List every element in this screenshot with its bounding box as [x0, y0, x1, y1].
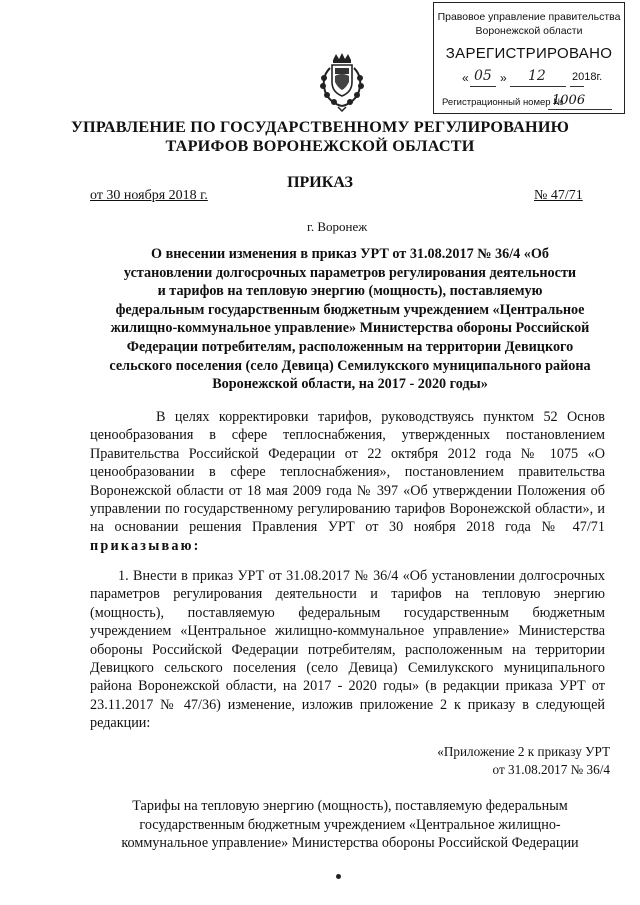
document-number [534, 188, 583, 204]
subject-line: Федерации потребителям, расположенным на территории Девицкого [126, 338, 574, 355]
subject-line: установлении долгосрочных параметров регулирования деятельности [123, 264, 577, 281]
stamp-date-close-quote: » [500, 71, 507, 85]
stamp-line-2: Воронежской области [475, 25, 583, 37]
stamp-line-1: Правовое управление правительства [437, 11, 621, 23]
stamp-date-open-quote: « [462, 71, 469, 85]
item-1-paragraph [90, 567, 605, 733]
registration-stamp [433, 2, 625, 114]
subject-line: федеральным государственным бюджетным учреждением «Центральное [115, 301, 585, 318]
subject-line: О внесении изменения в приказ УРТ от 31.08.2017 № 36/4 «Об [150, 246, 550, 262]
subject-line: Воронежской области, на 2017 - 2020 годы» [212, 376, 488, 393]
annex-line-1: «Приложение 2 к приказу УРТ [437, 744, 610, 759]
item-1-text: 1. Внести в приказ УРТ от 31.08.2017 № 36/4 «Об установлении долгосрочных параметров регулирования деятельности и тарифов на тепловую энергию (мощность), поставляемую федеральным государственным бюджетным учреждением «Центральное жилищно-коммунальное управление» Министерства обороны Российской Федерации потребителям, расположенным на территории Девицкого сельского поселения (село Девица) Семилукского муниципального района Воронежской области, на 2017 - 2020 годы» (в редакции приказа УРТ от 23.11.2017 № 47/36) изменение, изложив приложение 2 к приказу в следующей редакции: [90, 568, 605, 732]
tariff-title-line: коммунальное управление» Министерства обороны Российской Федерации [121, 835, 579, 852]
subject-line: сельского поселения (село Девица) Семилукского муниципального района [109, 357, 591, 374]
stamp-date-day: 05 [474, 68, 492, 84]
document-subject [90, 245, 610, 394]
annex-line-2: от 31.08.2017 № 36/4 [492, 762, 610, 777]
subject-line: жилищно-коммунальное управление» Министерства обороны Российской [110, 320, 590, 337]
stamp-reg-number-label: Регистрационный номер № [442, 97, 564, 108]
tariff-title-line: Тарифы на тепловую энергию (мощность), поставляемую федеральным [132, 798, 568, 814]
preamble-paragraph [90, 408, 605, 555]
stamp-registered: ЗАРЕГИСТРИРОВАНО [445, 45, 613, 62]
annex-reference [437, 743, 610, 779]
voronezh-coat-of-arms-icon [316, 52, 368, 112]
document-date: от 30 ноября 2018 г. [90, 188, 208, 203]
subject-line: и тарифов на тепловую энергию (мощность), поставляемую [157, 283, 543, 300]
stamp-date-year: 2018г. [572, 71, 603, 83]
preamble-text: В целях корректировки тарифов, руководствуясь пунктом 52 Основ ценообразования в сфере теплоснабжения, утвержденных постановлением Правительства Российской Федерации от 22 октября 2012 года № 1075 «О ценообразовании в сфере теплоснабжения», постановлением правительства Воронежской области от 18 мая 2009 года № 397 «Об утверждении Положения об управлении по государственному регулированию тарифов Воронежской области», и на основании решения Правления УРТ от 30 ноября 2018 года № 47/71 [90, 409, 605, 536]
document-type: ПРИКАЗ [287, 174, 353, 191]
organization-name-line-2: ТАРИФОВ ВОРОНЕЖСКОЙ ОБЛАСТИ [165, 137, 475, 155]
scan-mark [336, 874, 341, 879]
tariff-title [90, 797, 610, 853]
tariff-title-line: государственным бюджетным учреждением «Центральное жилищно- [139, 816, 561, 833]
stamp-date-month: 12 [528, 68, 546, 84]
stamp-date [444, 68, 616, 89]
stamp-reg-number-value: 1006 [552, 93, 586, 108]
organization-name-line-1: УПРАВЛЕНИЕ ПО ГОСУДАРСТВЕННОМУ РЕГУЛИРОВАНИЮ [70, 118, 570, 136]
document-city: г. Воронеж [307, 219, 368, 234]
document-number-text: № 47/71 [534, 188, 583, 203]
decree-word: приказываю: [90, 537, 201, 554]
